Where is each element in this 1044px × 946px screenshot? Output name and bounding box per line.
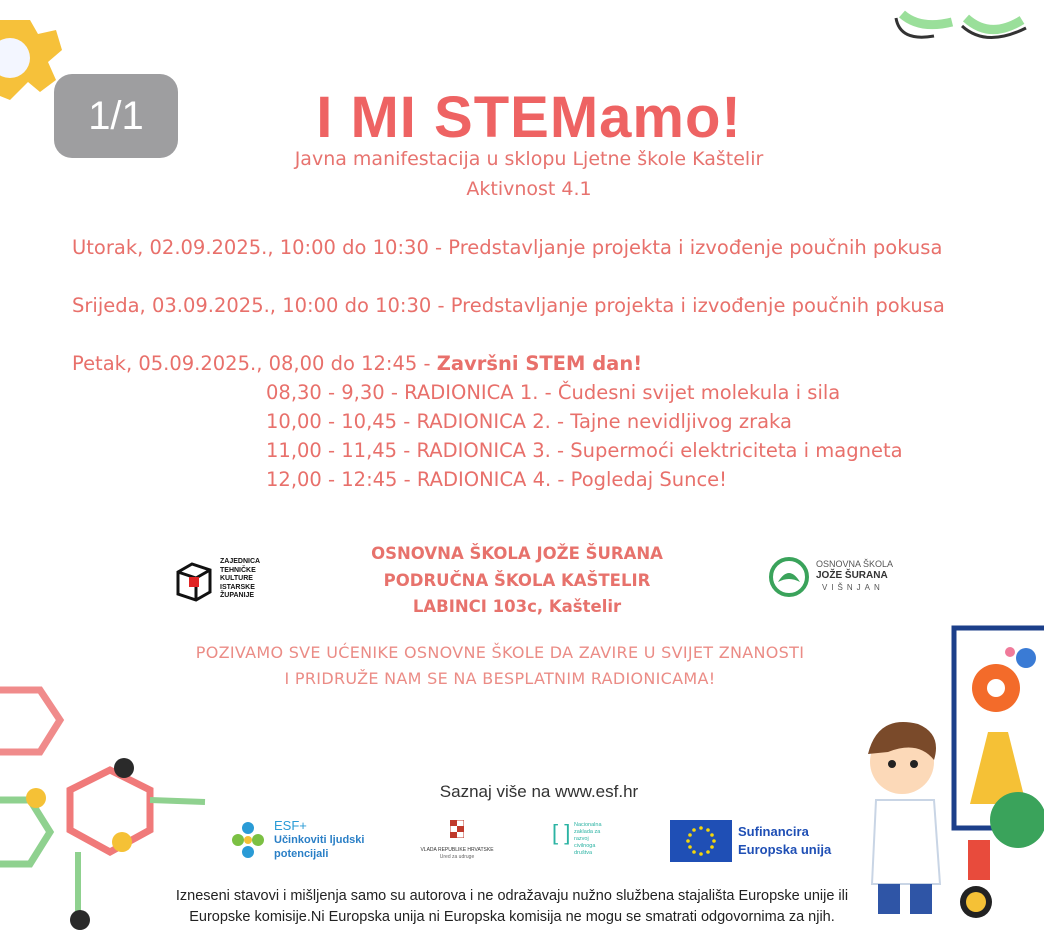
- esf-title: ESF+: [274, 818, 307, 833]
- schedule-wednesday: Srijeda, 03.09.2025., 10:00 do 10:30 - Predstavljanje projekta i izvođenje poučnih pokusa: [72, 294, 945, 317]
- workshop-1: 08,30 - 9,30 - RADIONICA 1. - Čudesni svijet molekula i sila: [266, 381, 841, 404]
- esf-line1: Učinkoviti ljudski: [274, 834, 365, 846]
- workshop-3: 11,00 - 11,45 - RADIONICA 3. - Supermoći elektriciteta i magneta: [266, 439, 903, 462]
- subtitle-line2: Aktivnost 4.1: [466, 178, 592, 200]
- esf-flower-icon: [230, 820, 266, 860]
- poster-title: I MI STEMamo!: [316, 85, 742, 150]
- eu-logo: [670, 820, 850, 862]
- workshop-4: 12,00 - 12:45 - RADIONICA 4. - Pogledaj Sunce!: [266, 468, 727, 491]
- school-emblem-icon: [768, 556, 810, 598]
- ztk-line1: ZAJEDNICA: [220, 558, 261, 565]
- coat-of-arms-icon: [450, 820, 464, 838]
- school-branch: PODRUČNA ŠKOLA KAŠTELIR: [383, 571, 651, 590]
- nz-bracket-icon: [ ]: [552, 820, 571, 845]
- gov-line2: Ured za udruge: [439, 854, 475, 860]
- top-right-decoration: [890, 0, 1030, 50]
- esf-line2: potencijali: [274, 848, 329, 860]
- esf-logo: [230, 818, 380, 864]
- nz-line5: društva: [574, 850, 593, 856]
- nz-line4: civilnoga: [574, 843, 596, 849]
- ztk-line5: ŽUPANIJE: [220, 592, 255, 600]
- ztk-line2: TEHNIČKE: [220, 566, 256, 574]
- more-info-link[interactable]: Saznaj više na www.esf.hr: [439, 782, 639, 801]
- school-address: LABINCI 103c, Kaštelir: [412, 597, 622, 616]
- schedule-friday: [72, 352, 642, 375]
- gov-logo: [412, 818, 502, 864]
- eu-line2: Europska unija: [738, 842, 832, 857]
- ztk-line4: ISTARSKE: [220, 583, 255, 591]
- eu-flag-icon: [670, 820, 732, 862]
- school-name: OSNOVNA ŠKOLA JOŽE ŠURANA: [371, 544, 663, 563]
- nz-line2: zaklada za: [574, 829, 601, 835]
- subtitle-line1: Javna manifestacija u sklopu Ljetne škole Kaštelir: [294, 148, 764, 170]
- school-logo: [768, 556, 908, 600]
- invite-line1: POZIVAMO SVE UĆENIKE OSNOVNE ŠKOLE DA ZAVIRE U SVIJET ZNANOSTI: [195, 643, 805, 662]
- school-logo-line2: JOŽE ŠURANA: [816, 570, 888, 581]
- disclaimer-line1: Izneseni stavovi i mišljenja samo su autorova i ne odražavaju nužno službena stajališta Europske unije ili: [175, 888, 849, 904]
- school-logo-line3: VIŠNJAN: [822, 583, 884, 592]
- schedule-tuesday: Utorak, 02.09.2025., 10:00 do 10:30 - Predstavljanje projekta i izvođenje poučnih pokusa: [72, 236, 943, 259]
- final-stem-day: Završni STEM dan!: [436, 352, 643, 375]
- school-logo-line1: OSNOVNA ŠKOLA: [816, 559, 894, 569]
- invite-line2: I PRIDRUŽE NAM SE NA BESPLATNIM RADIONICAMA!: [284, 669, 716, 688]
- nz-logo: [552, 820, 622, 866]
- workshop-2: 10,00 - 10,45 - RADIONICA 2. - Tajne nevidljivog zraka: [266, 410, 792, 433]
- disclaimer-line2: Europske komisije.Ni Europska unija ni Europska komisija ne mogu se smatrati odgovornima za njih.: [189, 909, 835, 925]
- gov-line1: VLADA REPUBLIKE HRVATSKE: [420, 847, 494, 853]
- page-counter: 1/1: [54, 74, 178, 158]
- nz-line1: Nacionalna: [574, 822, 602, 828]
- ztk-line3: KULTURE: [220, 575, 253, 583]
- schedule-friday-text: Petak, 05.09.2025., 08,00 do 12:45 -: [72, 352, 437, 375]
- eu-line1: Sufinancira: [738, 824, 809, 839]
- nz-line3: razvoj: [574, 836, 589, 842]
